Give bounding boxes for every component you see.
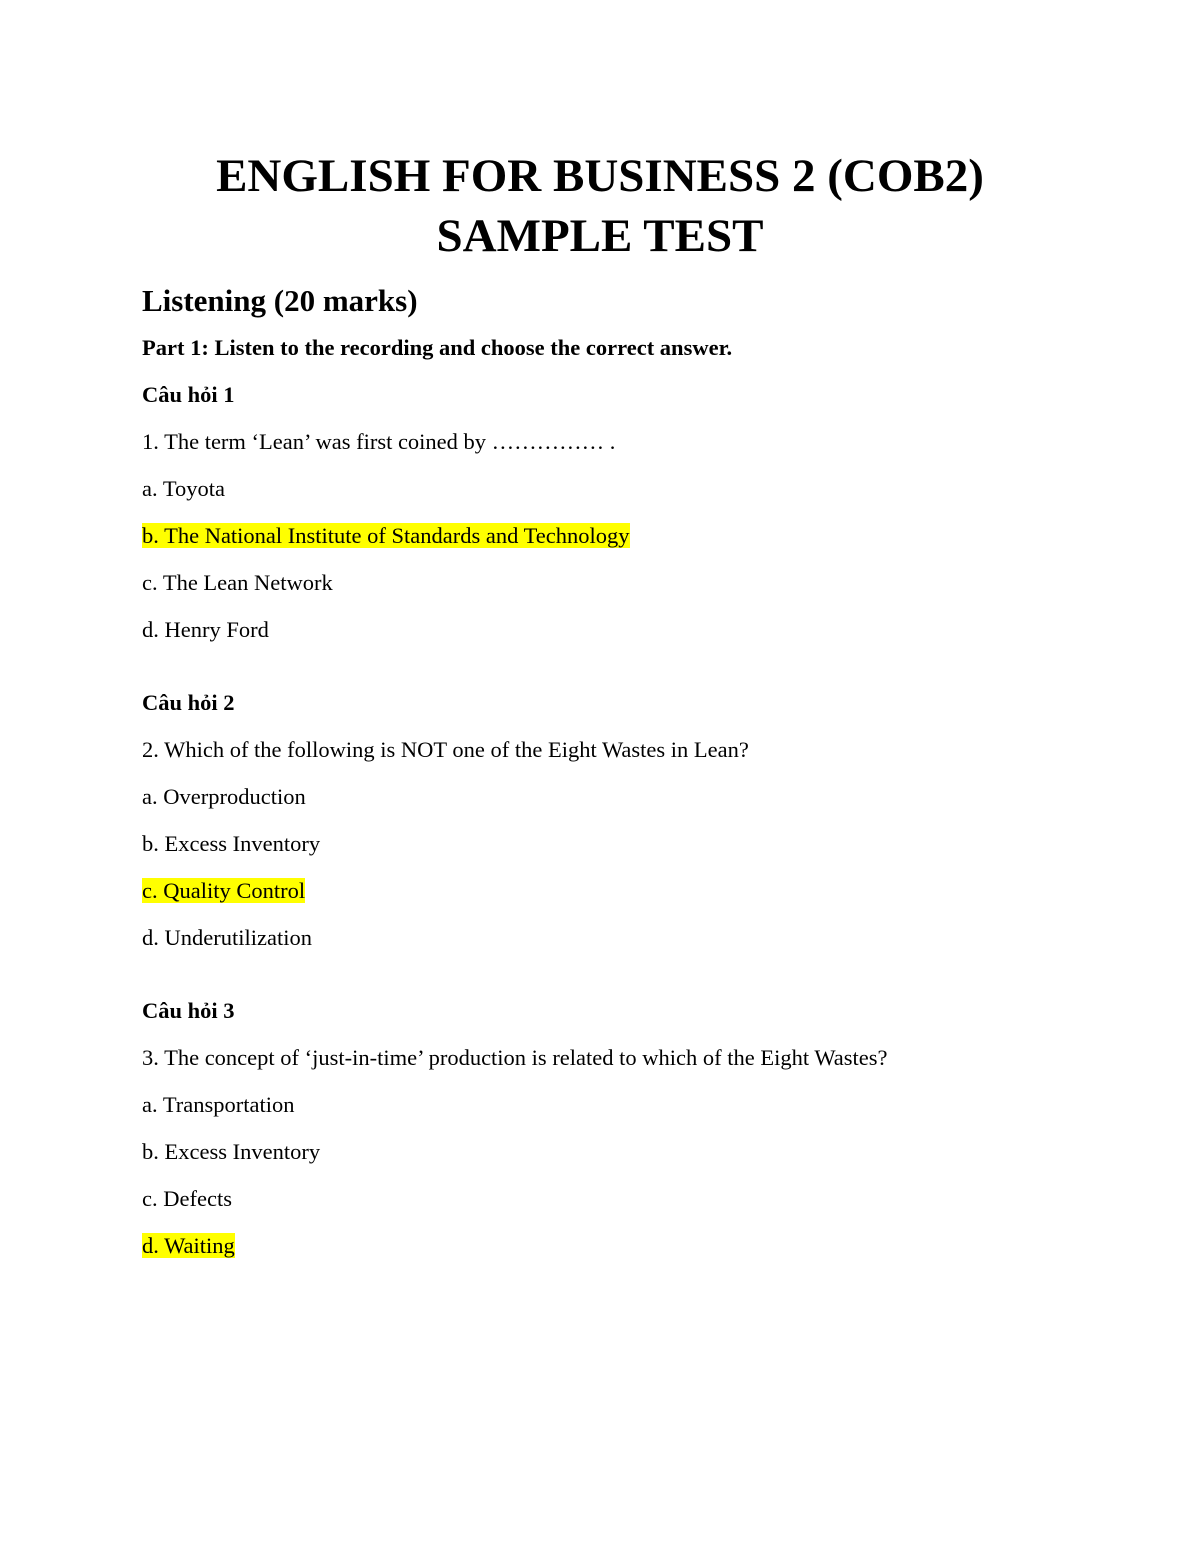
answer-option-d xyxy=(142,1233,1100,1259)
section-heading: Listening (20 marks) xyxy=(142,283,418,318)
option-text: c. The Lean Network xyxy=(142,570,333,595)
title-line-2: SAMPLE TEST xyxy=(436,210,764,262)
option-text: a. Overproduction xyxy=(142,784,306,809)
answer-option-b xyxy=(142,831,1100,857)
question-label: Câu hỏi 2 xyxy=(142,690,235,715)
option-text: b. Excess Inventory xyxy=(142,831,321,856)
document-body xyxy=(142,281,1100,1280)
option-text: d. Underutilization xyxy=(142,925,312,950)
question-block-3 xyxy=(142,998,1100,1259)
answer-option-d xyxy=(142,925,1100,951)
option-text: b. Excess Inventory xyxy=(142,1139,321,1164)
highlighted-answer: b. The National Institute of Standards and Technology xyxy=(142,523,630,548)
answer-option-a xyxy=(142,1092,1100,1118)
option-text: c. Defects xyxy=(142,1186,232,1211)
answer-option-b xyxy=(142,523,1100,549)
highlighted-answer: d. Waiting xyxy=(142,1233,235,1258)
answer-option-d xyxy=(142,617,1100,643)
answer-option-c xyxy=(142,1186,1100,1212)
question-text: 2. Which of the following is NOT one of the Eight Wastes in Lean? xyxy=(142,737,749,762)
title-line-1: ENGLISH FOR BUSINESS 2 (COB2) xyxy=(216,150,984,202)
question-label: Câu hỏi 3 xyxy=(142,998,235,1023)
answer-option-a xyxy=(142,784,1100,810)
answer-option-b xyxy=(142,1139,1100,1165)
question-text: 1. The term ‘Lean’ was first coined by …………… . xyxy=(142,429,616,454)
question-block-1 xyxy=(142,382,1100,643)
option-text: d. Henry Ford xyxy=(142,617,269,642)
question-label: Câu hỏi 1 xyxy=(142,382,235,407)
document-title xyxy=(0,146,1200,266)
highlighted-answer: c. Quality Control xyxy=(142,878,306,903)
option-text: a. Toyota xyxy=(142,476,225,501)
part-heading: Part 1: Listen to the recording and choose the correct answer. xyxy=(142,335,733,360)
question-text: 3. The concept of ‘just-in-time’ production is related to which of the Eight Wastes? xyxy=(142,1045,888,1070)
answer-option-a xyxy=(142,476,1100,502)
answer-option-c xyxy=(142,570,1100,596)
answer-option-c xyxy=(142,878,1100,904)
option-text: a. Transportation xyxy=(142,1092,295,1117)
question-block-2 xyxy=(142,690,1100,951)
